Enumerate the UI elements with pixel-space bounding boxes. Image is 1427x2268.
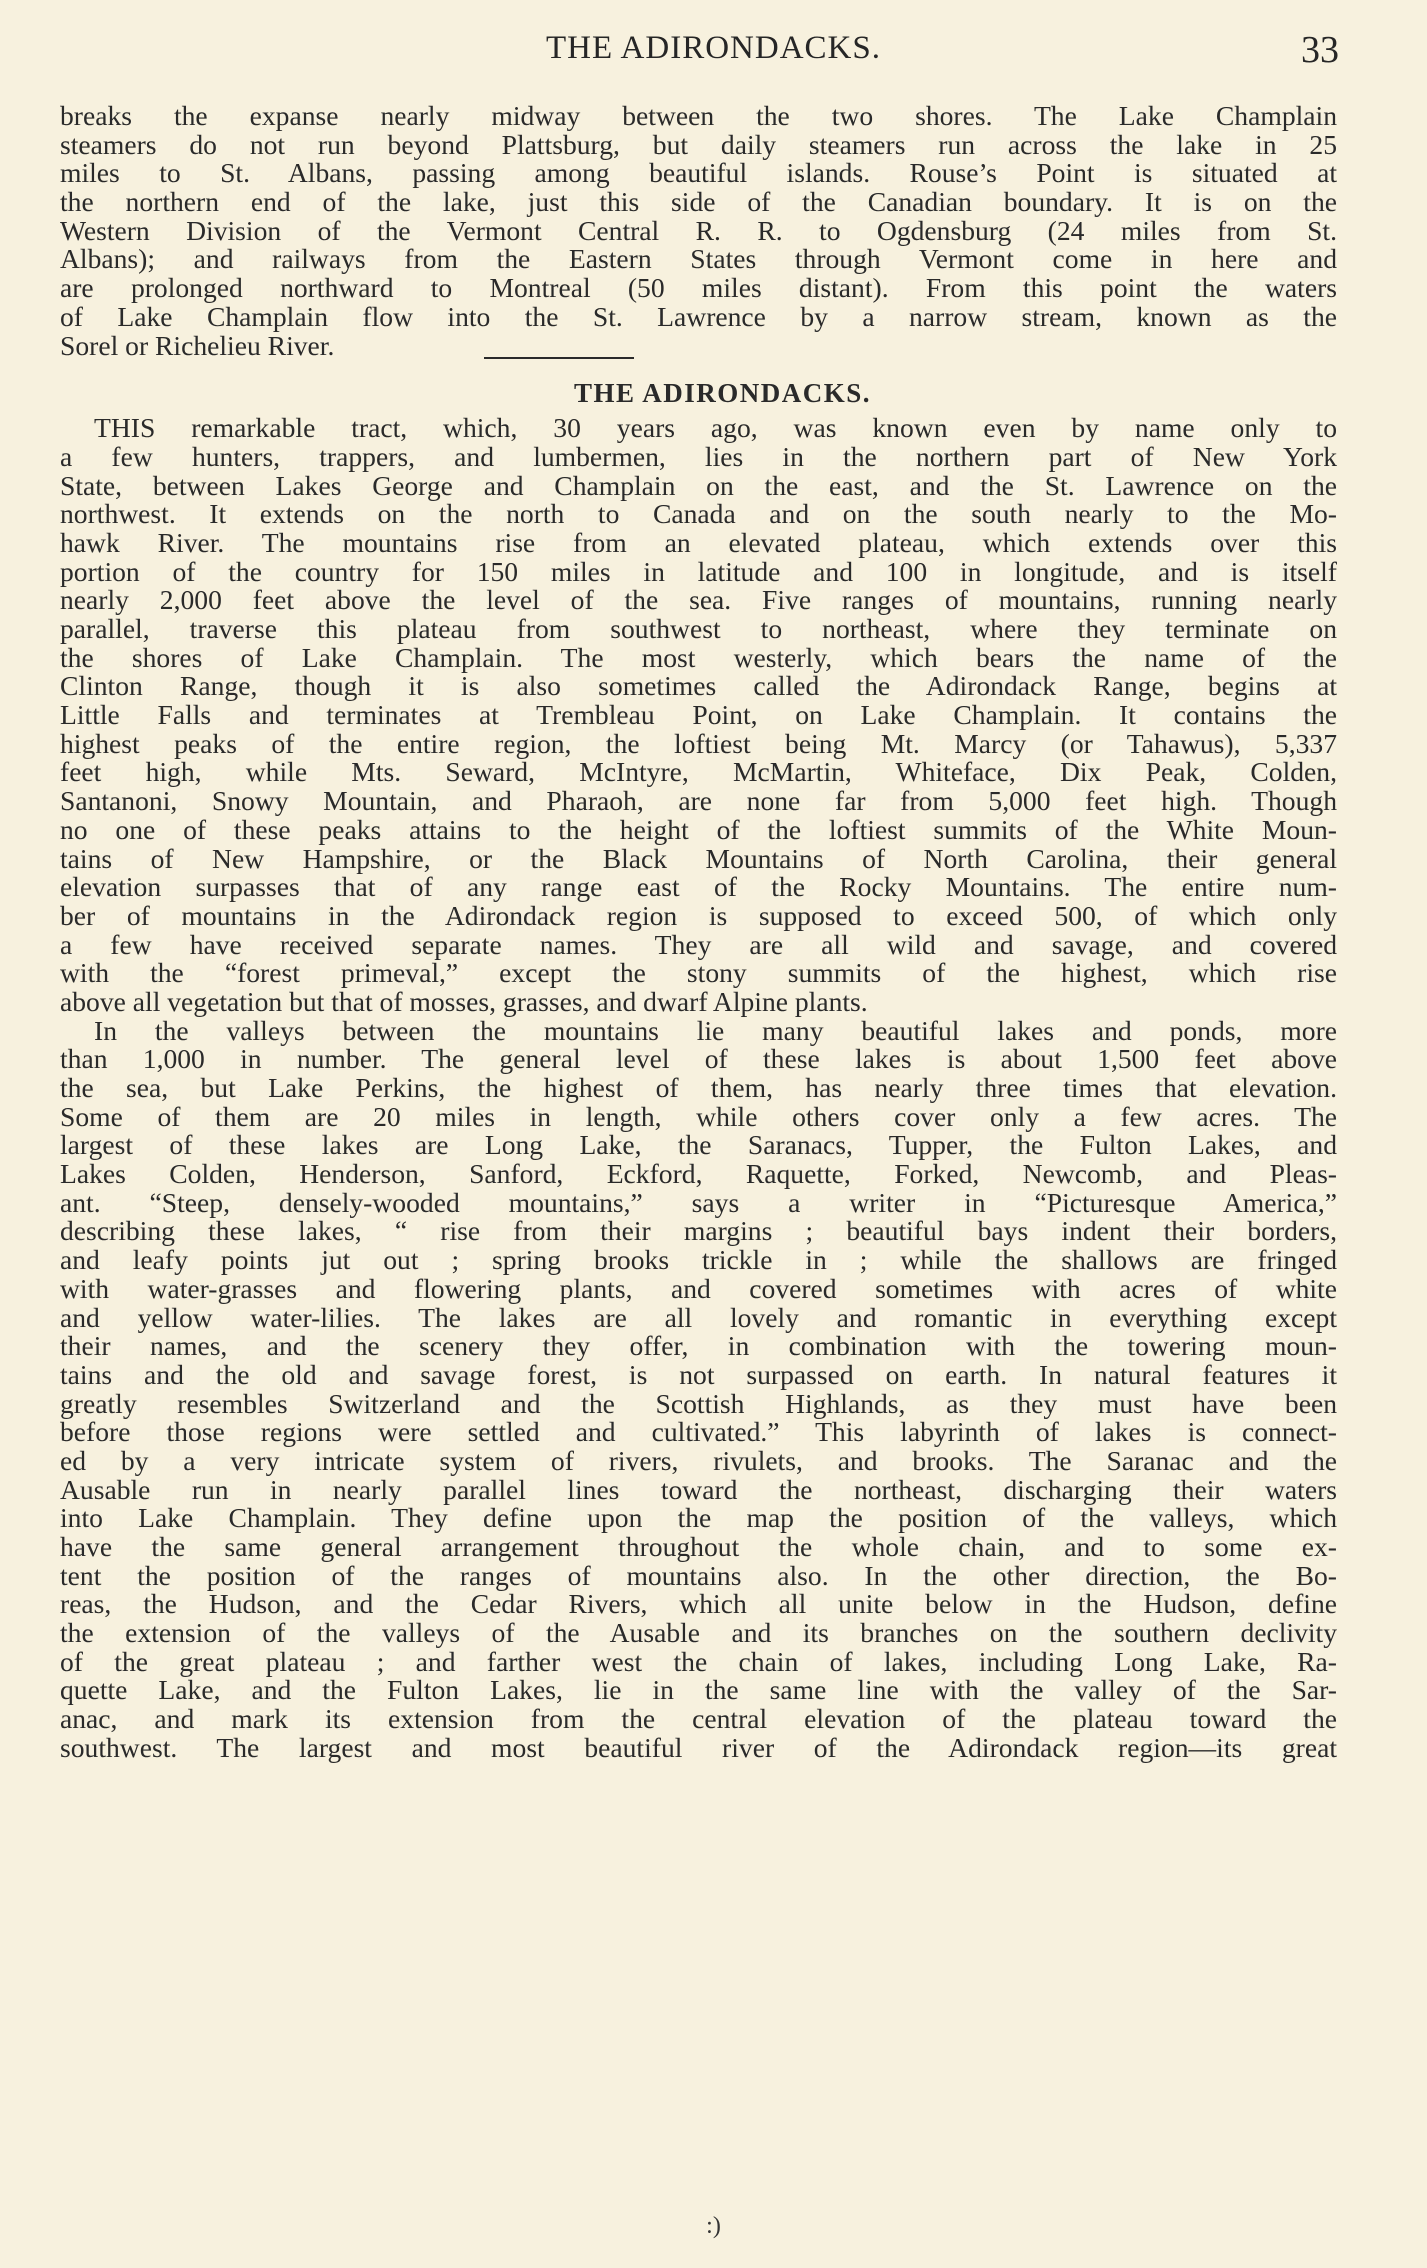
text-line: nearly 2,000 feet above the level of the sea. Five ranges of mountains, running nearly: [60, 584, 1337, 616]
text-line: Ausable run in nearly parallel lines toward the northeast, discharging their waters: [60, 1473, 1337, 1505]
text-line: Sorel or Richelieu River.: [60, 329, 335, 361]
text-line: Santanoni, Snowy Mountain, and Pharaoh, are none far from 5,000 feet high. Though: [60, 785, 1337, 817]
text-line: and leafy points jut out ; spring brooks trickle in ; while the shallows are fringed: [60, 1244, 1337, 1276]
text-line: with water-grasses and flowering plants, and covered sometimes with acres of white: [60, 1272, 1337, 1304]
text-line: tains and the old and savage forest, is not surpassed on earth. In natural features it: [60, 1358, 1337, 1390]
text-line: portion of the country for 150 miles in latitude and 100 in longitude, and is itself: [60, 555, 1337, 587]
text-line: quette Lake, and the Fulton Lakes, lie in the same line with the valley of the Sar-: [60, 1674, 1337, 1706]
text-line: Clinton Range, though it is also sometimes called the Adirondack Range, begins at: [60, 670, 1337, 702]
text-line: the extension of the valleys of the Ausable and its branches on the southern declivity: [60, 1617, 1337, 1649]
text-line: tent the position of the ranges of mountains also. In the other direction, the Bo-: [60, 1559, 1337, 1591]
text-line: ed by a very intricate system of rivers, rivulets, and brooks. The Saranac and the: [60, 1444, 1337, 1476]
text-line: of Lake Champlain flow into the St. Lawrence by a narrow stream, known as the: [60, 300, 1337, 332]
text-line-with-rule: [60, 329, 1337, 361]
text-line: southwest. The largest and most beautiful river of the Adirondack region—its great: [60, 1731, 1337, 1763]
text-line: Lakes Colden, Henderson, Sanford, Eckford, Raquette, Forked, Newcomb, and Pleas-: [60, 1158, 1337, 1190]
text-line: before those regions were settled and cultivated.” This labyrinth of lakes is connect-: [60, 1416, 1337, 1448]
text-line: elevation surpasses that of any range east of the Rocky Mountains. The entire num-: [60, 871, 1337, 903]
text-line: breaks the expanse nearly midway between the two shores. The Lake Champlain: [60, 100, 1337, 131]
text-line: are prolonged northward to Montreal (50 miles distant). From this point the waters: [60, 272, 1337, 304]
text-line: the northern end of the lake, just this side of the Canadian boundary. It is on the: [60, 186, 1337, 218]
text-line: ant. “Steep, densely-wooded mountains,” says a writer in “Picturesque America,”: [60, 1186, 1337, 1218]
running-head: [0, 28, 1427, 78]
text-line: the shores of Lake Champlain. The most westerly, which bears the name of the: [60, 641, 1337, 673]
text-line: miles to St. Albans, passing among beautiful islands. Rouse’s Point is situated at: [60, 157, 1337, 189]
text-line: parallel, traverse this plateau from southwest to northeast, where they terminate on: [60, 613, 1337, 644]
text-line: steamers do not run beyond Plattsburg, but daily steamers run across the lake in 25: [60, 128, 1337, 160]
text-line: of the great plateau ; and farther west the chain of lakes, including Long Lake, Ra-: [60, 1645, 1337, 1677]
paragraph-first-line: In the valleys between the mountains lie many beautiful lakes and ponds, more: [94, 1014, 1337, 1046]
text-line: tains of New Hampshire, or the Black Mountains of North Carolina, their general: [60, 842, 1337, 874]
page-number: 33: [1301, 29, 1339, 71]
text-line: with the “forest primeval,” except the stony summits of the highest, which rise: [60, 957, 1337, 989]
text-line: their names, and the scenery they offer, in combination with the towering moun-: [60, 1330, 1337, 1362]
text-line: describing these lakes, “ rise from their margins ; beautiful bays indent their borders,: [60, 1215, 1337, 1247]
text-line: and yellow water-lilies. The lakes are all lovely and romantic in everything except: [60, 1301, 1337, 1333]
text-line: Little Falls and terminates at Trembleau Point, on Lake Champlain. It contains the: [60, 699, 1337, 731]
section-divider: [484, 357, 634, 359]
text-line: above all vegetation but that of mosses, grasses, and dwarf Alpine plants.: [60, 985, 868, 1017]
text-line: than 1,000 in number. The general level of these lakes is about 1,500 feet above: [60, 1043, 1337, 1075]
text-line: no one of these peaks attains to the height of the loftiest summits of the White Moun-: [60, 813, 1337, 845]
footer-signature-mark: :): [706, 2213, 721, 2239]
text-line: Some of them are 20 miles in length, while others cover only a few acres. The: [60, 1100, 1337, 1132]
text-line: ber of mountains in the Adirondack region is supposed to exceed 500, of which only: [60, 899, 1337, 931]
text-line: northwest. It extends on the north to Canada and on the south nearly to the Mo-: [60, 498, 1337, 530]
text-line: State, between Lakes George and Champlain on the east, and the St. Lawrence on the: [60, 469, 1337, 501]
section-heading: THE ADIRONDACKS.: [573, 378, 872, 409]
text-line: largest of these lakes are Long Lake, the Saranacs, Tupper, the Fulton Lakes, and: [60, 1129, 1337, 1161]
text-line: reas, the Hudson, and the Cedar Rivers, which all unite below in the Hudson, define: [60, 1588, 1337, 1620]
text-line: anac, and mark its extension from the central elevation of the plateau toward the: [60, 1703, 1337, 1735]
text-line: into Lake Champlain. They define upon the map the position of the valleys, which: [60, 1502, 1337, 1534]
text-line: Albans); and railways from the Eastern States through Vermont come in here and: [60, 243, 1337, 275]
text-line: the sea, but Lake Perkins, the highest of them, has nearly three times that elevation.: [60, 1072, 1337, 1103]
text-line: hawk River. The mountains rise from an elevated plateau, which extends over this: [60, 526, 1337, 558]
text-line: greatly resembles Switzerland and the Scottish Highlands, as they must have been: [60, 1387, 1337, 1419]
text-line: highest peaks of the entire region, the loftiest being Mt. Marcy (or Tahawus), 5,337: [60, 727, 1337, 759]
text-line: feet high, while Mts. Seward, McIntyre, McMartin, Whiteface, Dix Peak, Colden,: [60, 756, 1337, 788]
text-line: have the same general arrangement throughout the whole chain, and to some ex-: [60, 1531, 1337, 1562]
body-text: [60, 102, 1337, 1763]
text-line: a few hunters, trappers, and lumbermen, lies in the northern part of New York: [60, 440, 1337, 472]
text-line: a few have received separate names. They are all wild and savage, and covered: [60, 928, 1337, 960]
running-title: THE ADIRONDACKS.: [545, 30, 881, 66]
text-line: Western Division of the Vermont Central R. R. to Ogdensburg (24 miles from St.: [60, 214, 1337, 246]
paragraph-first-line: THIS remarkable tract, which, 30 years ago, was known even by name only to: [94, 412, 1337, 444]
